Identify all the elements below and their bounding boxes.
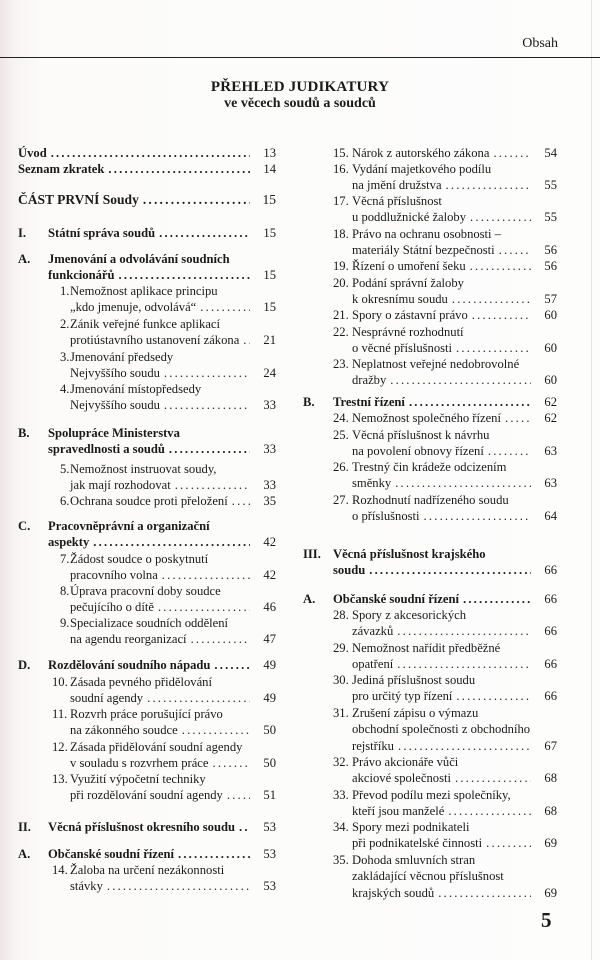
dot-leader — [239, 819, 250, 835]
dot-leader — [398, 738, 531, 754]
dot-leader — [178, 846, 250, 862]
toc-entry[interactable] — [18, 819, 276, 835]
toc-entry-marker: 15. — [333, 146, 349, 160]
toc-entry-page: 49 — [263, 658, 276, 672]
toc-entry-title: Nejvyššího soudu — [70, 398, 160, 413]
toc-entry-marker: 12. — [52, 740, 68, 754]
toc-entry-title: Nemožnost nařídit předběžné — [352, 641, 501, 655]
toc-entry-title: Rozdělování soudního nápadu — [48, 658, 211, 672]
toc-entry-marker: 4. — [60, 382, 70, 396]
toc-entry-marker: 24. — [333, 411, 349, 425]
toc-entry-marker: 8. — [60, 584, 70, 598]
toc-entry-title: o příslušnosti — [352, 509, 420, 524]
toc-entry[interactable] — [18, 425, 276, 458]
toc-entry-page: 55 — [544, 210, 557, 225]
toc-entry[interactable] — [333, 607, 557, 640]
toc-entry[interactable] — [60, 349, 276, 382]
toc-entry-page: 13 — [263, 146, 276, 160]
dot-leader — [51, 145, 250, 161]
toc-entry[interactable] — [333, 356, 557, 389]
toc-entry[interactable] — [60, 551, 276, 584]
toc-entry[interactable] — [60, 583, 276, 616]
toc-entry[interactable] — [60, 493, 276, 509]
toc-entry-title: Jediná příslušnost soudu — [352, 673, 476, 687]
toc-entry-page: 60 — [544, 341, 557, 356]
dot-leader — [169, 441, 250, 457]
toc-entry[interactable] — [18, 225, 276, 241]
toc-entry[interactable] — [333, 459, 557, 492]
toc-entry[interactable] — [52, 706, 276, 739]
toc-entry-title: pečujícího o dítě — [70, 600, 154, 615]
toc-entry-page: 53 — [263, 879, 276, 894]
toc-entry-title: Spory o zástavní právo — [352, 308, 468, 322]
toc-entry-title: Vydání majetkového podílu — [352, 162, 492, 176]
dot-leader — [486, 835, 531, 851]
toc-entry-page: 66 — [544, 624, 557, 639]
toc-entry-title: kteří jsou manželé — [352, 804, 445, 819]
dot-leader — [159, 225, 250, 241]
toc-entry[interactable] — [333, 819, 557, 852]
toc-entry-title: Úvod — [18, 146, 47, 160]
toc-entry-title: soudu — [333, 563, 366, 578]
toc-entry-marker: 30. — [333, 673, 349, 687]
toc-entry-page: 46 — [263, 600, 276, 615]
toc-entry[interactable] — [18, 161, 276, 177]
dot-leader — [143, 192, 250, 208]
toc-entry-title: Dohoda smluvních stran — [352, 853, 476, 867]
toc-entry[interactable] — [60, 461, 276, 494]
dot-leader — [212, 755, 250, 771]
toc-entry-marker: C. — [18, 519, 31, 533]
toc-entry-page: 66 — [544, 592, 557, 606]
dot-leader — [470, 258, 531, 274]
toc-entry-title: k okresnímu soudu — [352, 292, 448, 307]
toc-entry-title: Úprava pracovní doby soudce — [70, 584, 221, 598]
toc-entry-marker: I. — [18, 226, 27, 240]
dot-leader — [108, 161, 250, 177]
toc-entry[interactable] — [333, 410, 557, 426]
toc-entry-marker: A. — [18, 847, 31, 861]
toc-entry-title: krajských soudů — [352, 885, 435, 900]
dot-leader — [472, 307, 531, 323]
toc-entry-title: na jmění družstva — [352, 178, 442, 193]
toc-entry-title: Řízení o umoření šeku — [352, 259, 466, 273]
page-number: 5 — [541, 908, 552, 932]
toc-entry-page: 33 — [263, 398, 276, 413]
toc-entry-page: 62 — [544, 395, 557, 409]
toc-entry-page: 66 — [544, 689, 557, 704]
toc-entry[interactable] — [333, 226, 557, 259]
toc-entry-title: Věcná příslušnost okresního soudu — [48, 820, 235, 834]
dot-leader — [397, 656, 531, 672]
dot-leader — [93, 534, 250, 550]
toc-entry-page: 56 — [544, 243, 557, 258]
toc-entry-title: pro určitý typ řízení — [352, 689, 453, 704]
toc-entry-title: Pracovněprávní a organizační — [48, 519, 210, 533]
toc-entry[interactable] — [333, 145, 557, 161]
toc-entry-title: Neplatnost veřejné nedobrovolné — [352, 357, 520, 371]
toc-entry-page: 15 — [263, 268, 276, 283]
toc-entry-title: v souladu s rozvrhem práce — [70, 756, 209, 771]
dot-leader — [182, 722, 250, 738]
toc-entry-marker: 6. — [60, 494, 70, 508]
toc-entry-marker: 33. — [333, 788, 349, 802]
toc-entry-title: „kdo jmenuje, odvolává“ — [70, 300, 197, 315]
toc-entry-page: 56 — [544, 259, 557, 273]
toc-entry-page: 33 — [263, 478, 276, 493]
toc-entry-title: Nejvyššího soudu — [70, 366, 160, 381]
toc-entry-title: na agendu reorganizací — [70, 632, 187, 647]
dot-leader — [463, 591, 531, 607]
toc-entry[interactable] — [18, 846, 276, 862]
toc-subtitle: ve věcech soudů a soudců — [224, 96, 376, 111]
dot-leader — [369, 562, 531, 578]
toc-entry-title: směnky — [352, 476, 392, 491]
toc-entry-title: Nesprávné rozhodnutí — [352, 325, 464, 339]
toc-entry[interactable] — [333, 492, 557, 525]
toc-entry-page: 66 — [544, 657, 557, 672]
dot-leader — [452, 291, 531, 307]
toc-entry-title: Věcná příslušnost k návrhu — [352, 428, 490, 442]
toc-entry-title: Právo akcionáře vůči — [352, 755, 459, 769]
toc-entry-page: 57 — [544, 292, 557, 307]
toc-entry-title: o věcné příslušnosti — [352, 341, 453, 356]
toc-entry-title: Jmenování a odvolávání soudních — [48, 252, 230, 266]
toc-entry-title: Využití výpočetní techniky — [70, 772, 206, 786]
dot-leader — [162, 567, 250, 583]
dot-leader — [424, 508, 531, 524]
toc-entry-marker: 18. — [333, 227, 349, 241]
toc-entry-marker: 19. — [333, 259, 349, 273]
toc-entry-page: 42 — [263, 535, 276, 550]
toc-entry[interactable] — [333, 161, 557, 194]
toc-entry-marker: 25. — [333, 428, 349, 442]
dot-leader — [191, 631, 250, 647]
dot-leader — [446, 177, 531, 193]
toc-entry-page: 66 — [544, 563, 557, 578]
toc-entry-title: Státní správa soudů — [48, 226, 156, 240]
dot-leader — [175, 477, 250, 493]
toc-entry-title: Spolupráce Ministerstva — [48, 426, 180, 440]
dot-leader — [455, 770, 531, 786]
toc-entry-title: Seznam zkratek — [18, 162, 105, 176]
toc-entry[interactable] — [333, 427, 557, 460]
dot-leader — [395, 475, 531, 491]
dot-leader — [499, 242, 531, 258]
toc-entry-title: Jmenování místopředsedy — [70, 382, 202, 396]
dot-leader — [119, 267, 251, 283]
toc-entry[interactable] — [52, 674, 276, 707]
toc-entry-title: zakládající věcnou příslušnost — [352, 869, 504, 884]
toc-entry[interactable] — [333, 193, 557, 226]
toc-entry-title: opatření — [352, 657, 394, 672]
toc-entry-marker: 20. — [333, 276, 349, 290]
toc-entry[interactable] — [60, 615, 276, 648]
toc-entry-page: 68 — [544, 771, 557, 786]
toc-entry-marker: 31. — [333, 706, 349, 720]
toc-entry-title: na povolení obnovy řízení — [352, 444, 484, 459]
dot-leader — [397, 623, 531, 639]
toc-entry-title: Trestní řízení — [333, 395, 405, 409]
toc-entry-marker: 27. — [333, 493, 349, 507]
toc-entry[interactable] — [333, 307, 557, 323]
toc-entry[interactable] — [60, 381, 276, 414]
toc-entry-marker: B. — [303, 395, 315, 409]
dot-leader — [227, 787, 250, 803]
toc-entry-page: 53 — [263, 820, 276, 834]
dot-leader — [488, 443, 531, 459]
dot-leader — [438, 885, 531, 901]
dot-leader — [147, 690, 250, 706]
toc-entry-marker: 2. — [60, 317, 70, 331]
toc-entry-title: Rozhodnutí nadřízeného soudu — [352, 493, 509, 507]
dot-leader — [158, 599, 250, 615]
toc-entry-marker: 7. — [60, 552, 70, 566]
toc-entry[interactable] — [18, 192, 276, 208]
toc-entry-title: rejstříku — [352, 738, 394, 753]
toc-entry-marker: II. — [18, 820, 31, 834]
toc-entry-page: 33 — [263, 442, 276, 457]
toc-entry[interactable] — [333, 852, 557, 901]
toc-entry-page: 64 — [544, 509, 557, 524]
toc-entry-title: spravedlnosti a soudů — [48, 442, 165, 457]
toc-entry-page: 69 — [544, 836, 557, 851]
toc-title: PŘEHLED JUDIKATURY — [210, 79, 390, 95]
toc-entry[interactable] — [333, 672, 557, 705]
dot-leader — [164, 365, 250, 381]
toc-entry-title: Jmenování předsedy — [70, 350, 174, 364]
dot-leader — [214, 657, 250, 673]
toc-entry-marker: B. — [18, 426, 30, 440]
toc-entry-title: jak mají rozhodovat — [70, 478, 171, 493]
toc-entry-page: 35 — [263, 494, 276, 508]
toc-entry[interactable] — [303, 394, 557, 410]
toc-entry[interactable] — [333, 754, 557, 787]
toc-entry-title: stávky — [70, 879, 103, 894]
toc-entry-page: 50 — [263, 723, 276, 738]
toc-entry-title: pracovního volna — [70, 568, 158, 583]
toc-entry-marker: D. — [18, 658, 31, 672]
toc-entry-page: 14 — [263, 162, 276, 176]
toc-entry-marker: 26. — [333, 460, 349, 474]
toc-entry[interactable] — [303, 591, 557, 607]
toc-entry[interactable] — [333, 258, 557, 274]
toc-entry-title: Nemožnost společného řízení — [352, 411, 501, 425]
running-header: Obsah — [522, 36, 558, 51]
toc-entry-marker: 22. — [333, 325, 349, 339]
dot-leader — [409, 394, 531, 410]
toc-entry-marker: 29. — [333, 641, 349, 655]
toc-entry-marker: 11. — [52, 707, 68, 721]
toc-entry-marker: III. — [303, 547, 321, 561]
page-edge — [591, 0, 592, 960]
toc-entry-marker: 28. — [333, 608, 349, 622]
toc-entry-title: funkcionářů — [48, 268, 115, 283]
toc-entry-marker: 1. — [60, 284, 70, 298]
toc-entry-page: 15 — [263, 226, 276, 240]
toc-entry-title: ČÁST PRVNÍ Soudy — [18, 192, 139, 207]
dot-leader — [505, 410, 531, 426]
toc-entry[interactable] — [18, 518, 276, 551]
toc-entry[interactable] — [18, 657, 276, 673]
toc-entry-title: Občanské soudní řízení — [333, 592, 459, 606]
toc-entry-marker: 13. — [52, 772, 68, 786]
toc-entry-page: 47 — [263, 632, 276, 647]
toc-entry[interactable] — [52, 771, 276, 804]
toc-entry-page: 55 — [544, 178, 557, 193]
toc-entry-page: 69 — [544, 885, 557, 900]
dot-leader — [456, 688, 531, 704]
toc-entry-title: Zrušení zápisu o výmazu — [352, 706, 479, 720]
toc-entry[interactable] — [60, 283, 276, 316]
toc-entry[interactable] — [60, 316, 276, 349]
toc-entry[interactable] — [303, 546, 557, 579]
toc-entry-marker: 5. — [60, 462, 70, 476]
dot-leader — [243, 332, 250, 348]
toc-entry-page: 51 — [263, 788, 276, 803]
toc-entry-marker: 21. — [333, 308, 349, 322]
toc-entry-page: 49 — [263, 691, 276, 706]
toc-entry-title: soudní agendy — [70, 691, 144, 706]
toc-entry-page: 63 — [544, 444, 557, 459]
toc-entry[interactable] — [52, 739, 276, 772]
toc-entry[interactable] — [333, 787, 557, 820]
toc-entry-page: 53 — [263, 847, 276, 861]
toc-entry-page: 62 — [544, 411, 557, 425]
toc-entry-title: Nemožnost instruovat soudy, — [70, 462, 217, 476]
toc-entry-title: Žádost soudce o poskytnutí — [70, 552, 209, 566]
toc-entry-title: u poddlužnické žaloby — [352, 210, 467, 225]
toc-entry-page: 15 — [263, 300, 276, 315]
toc-entry-title: Žaloba na určení nezákonnosti — [70, 863, 225, 877]
dot-leader — [200, 299, 250, 315]
toc-entry[interactable] — [18, 145, 276, 161]
toc-entry-title: obchodní společnosti z obchodního — [352, 722, 531, 737]
toc-entry-marker: 10. — [52, 675, 68, 689]
toc-entry-page: 60 — [544, 373, 557, 388]
dot-leader — [456, 340, 531, 356]
toc-entry-marker: 34. — [333, 820, 349, 834]
dot-leader — [470, 209, 531, 225]
toc-entry-title: materiály Státní bezpečnosti — [352, 243, 495, 258]
toc-entry-marker: A. — [303, 592, 316, 606]
toc-entry-marker: 16. — [333, 162, 349, 176]
toc-entry-title: Nárok z autorského zákona — [352, 146, 490, 160]
toc-entry-marker: 9. — [60, 616, 70, 630]
toc-entry-title: dražby — [352, 373, 387, 388]
toc-entry-page: 24 — [263, 366, 276, 381]
toc-entry[interactable] — [333, 275, 557, 308]
toc-entry-title: Zánik veřejné funkce aplikací — [70, 317, 220, 331]
toc-entry[interactable] — [18, 251, 276, 284]
toc-entry-title: při rozdělování soudní agendy — [70, 788, 223, 803]
toc-entry-title: aspekty — [48, 535, 90, 550]
toc-entry-title: protiústavního ustanovení zákona — [70, 333, 240, 348]
toc-entry-title: závazků — [352, 624, 394, 639]
toc-entry-page: 50 — [263, 756, 276, 771]
dot-leader — [164, 397, 250, 413]
dot-leader — [448, 803, 531, 819]
toc-entry-page: 15 — [262, 192, 276, 207]
toc-entry-title: na zákonného soudce — [70, 723, 178, 738]
toc-entry-title: Spory z akcesorických — [352, 608, 467, 622]
toc-entry-page: 63 — [544, 476, 557, 491]
toc-entry-title: Věcná příslušnost krajského — [333, 547, 486, 561]
toc-entry-page: 21 — [263, 333, 276, 348]
toc-entry-title: Zásada pevného přidělování — [70, 675, 212, 689]
toc-entry-title: Ochrana soudce proti přeložení — [70, 494, 228, 508]
toc-entry[interactable] — [333, 705, 557, 754]
header-rule — [0, 57, 600, 58]
toc-entry-title: Zásada přidělování soudní agendy — [70, 740, 243, 754]
toc-entry-marker: 23. — [333, 357, 349, 371]
toc-entry-page: 60 — [544, 308, 557, 322]
toc-entry-title: Specializace soudních oddělení — [70, 616, 229, 630]
toc-entry-title: Právo na ochranu osobnosti – — [352, 227, 502, 241]
toc-entry-marker: 14. — [52, 863, 68, 877]
toc-entry-page: 67 — [544, 738, 557, 753]
dot-leader — [232, 493, 250, 509]
toc-entry-marker: 35. — [333, 853, 349, 867]
toc-entry-title: Rozvrh práce porušující právo — [70, 707, 223, 721]
dot-leader — [493, 145, 531, 161]
toc-entry-title: Věcná příslušnost — [352, 194, 442, 208]
toc-entry-page: 54 — [544, 146, 557, 160]
toc-entry-marker: 3. — [60, 350, 70, 364]
toc-entry[interactable] — [52, 862, 276, 895]
dot-leader — [390, 372, 531, 388]
toc-entry-title: Nemožnost aplikace principu — [70, 284, 218, 298]
toc-entry-marker: A. — [18, 252, 31, 266]
toc-entry-page: 68 — [544, 804, 557, 819]
toc-entry-title: Občanské soudní řízení — [48, 847, 174, 861]
toc-entry[interactable] — [333, 324, 557, 357]
toc-entry-title: Podání správní žaloby — [352, 276, 464, 290]
toc-entry-title: Spory mezi podnikateli — [352, 820, 470, 834]
toc-entry-title: Převod podílu mezi společníky, — [352, 788, 511, 802]
dot-leader — [107, 878, 250, 894]
toc-entry-title: akciové společnosti — [352, 771, 451, 786]
toc-entry-title: Trestný čin krádeže odcizením — [352, 460, 507, 474]
toc-entry-title: při podnikatelské činnosti — [352, 836, 483, 851]
toc-entry[interactable] — [333, 640, 557, 673]
toc-entry-marker: 32. — [333, 755, 349, 769]
toc-entry-marker: 17. — [333, 194, 349, 208]
toc-entry-page: 42 — [263, 568, 276, 583]
